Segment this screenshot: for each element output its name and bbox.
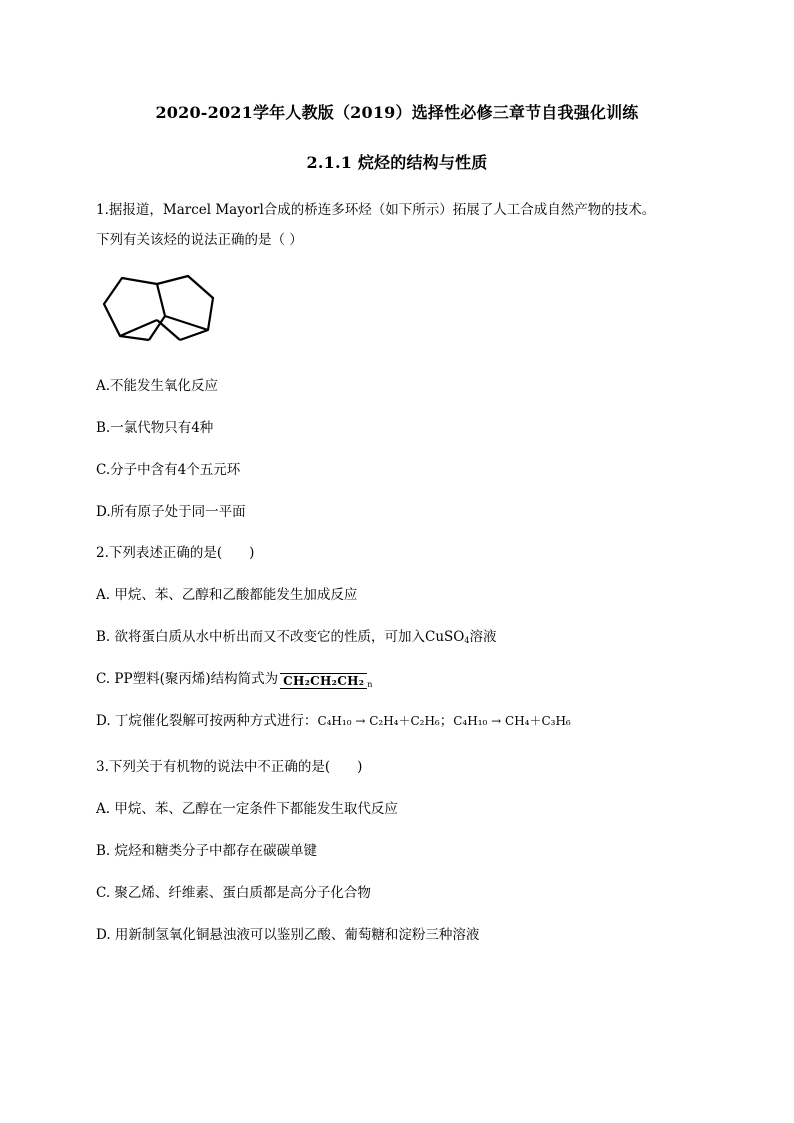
q1-option-d: D.所有原子处于同一平面	[96, 504, 246, 520]
q3-stem: 3.下列关于有机物的说法中不正确的是( )	[96, 759, 363, 775]
q1-option-b: B.一氯代物只有4种	[96, 420, 214, 436]
q1-stem-line1: 1.据报道，Marcel Mayorl合成的桥连多环烃（如下所示）拓展了人工合成自然产物的技术。	[96, 202, 656, 218]
q1-stem-line2: 下列有关该烃的说法正确的是（ ）	[96, 232, 303, 248]
q3-option-c: C. 聚乙烯、纤维素、蛋白质都是高分子化合物	[96, 885, 371, 901]
section-title: 2.1.1 烷烃的结构与性质	[306, 153, 488, 172]
polymer-formula: CH₂CH₂CH₂	[280, 673, 367, 689]
document-title: 2020-2021学年人教版（2019）选择性必修三章节自我强化训练	[155, 103, 639, 122]
q2-option-d	[96, 709, 571, 729]
reaction-equation-1: C₄H₁₀ → C₂H₄＋C₂H₆	[317, 714, 440, 728]
q2-option-b-text: B. 欲将蛋白质从水中析出而又不改变它的性质，可加入	[96, 629, 426, 645]
q1-option-c: C.分子中含有4个五元环	[96, 462, 241, 478]
q3-option-d: D. 用新制氢氧化铜悬浊液可以鉴别乙酸、葡萄糖和淀粉三种溶液	[96, 927, 480, 943]
q3-option-b: B. 烷烃和糖类分子中都存在碳碳单键	[96, 843, 318, 859]
equation-separator: ；	[439, 713, 454, 729]
q2-option-d-text: D. 丁烷催化裂解可按两种方式进行：	[96, 713, 318, 729]
q2-option-c	[96, 667, 372, 689]
q2-option-c-text: C. PP塑料(聚丙烯)结构简式为	[96, 671, 279, 687]
q2-stem: 2.下列表述正确的是( )	[96, 545, 255, 561]
q2-option-a: A. 甲烷、苯、乙醇和乙酸都能发生加成反应	[96, 587, 358, 603]
molecule-structure-icon	[100, 268, 220, 348]
q1-option-a: A.不能发生氧化反应	[96, 378, 219, 394]
cuso4-formula: CuSO$_4$	[425, 629, 470, 645]
q2-option-b	[96, 625, 496, 645]
q3-option-a: A. 甲烷、苯、乙醇在一定条件下都能发生取代反应	[96, 801, 398, 817]
q2-option-b-suffix: 溶液	[469, 629, 497, 645]
polymer-subscript: n	[367, 680, 373, 689]
reaction-equation-2: C₄H₁₀ → CH₄＋C₃H₆	[453, 714, 571, 728]
